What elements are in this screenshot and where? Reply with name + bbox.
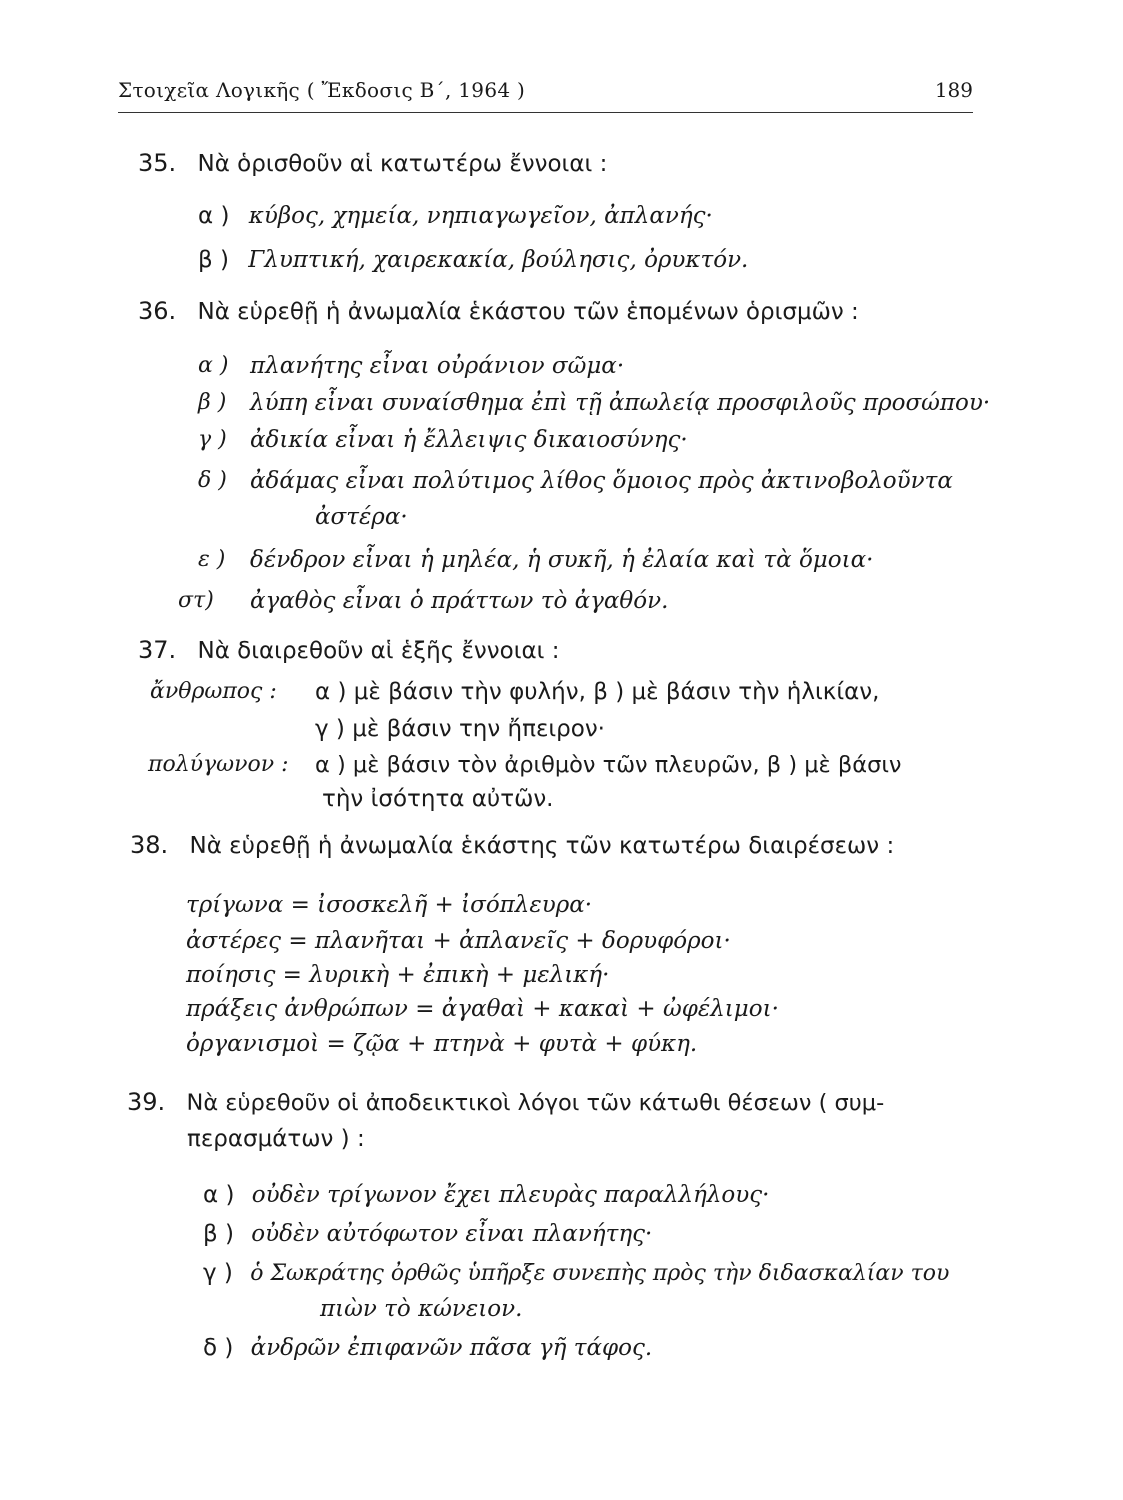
exercise-38-item: [186, 1029, 697, 1059]
exercise-number: 36.: [138, 297, 177, 325]
item-label: δ ): [203, 1335, 234, 1361]
division-formula: ὀργανισμοὶ = ζῷα + πτηνὰ + φυτὰ + φύκη.: [186, 1031, 698, 1057]
exercise-prompt: Νὰ εὑρεθοῦν οἱ ἀποδεικτικοὶ λόγοι τῶν κάτωθι θέσεων ( συμ-: [186, 1090, 885, 1116]
running-header: [118, 78, 973, 112]
exercise-39-item: [203, 1333, 652, 1363]
division-text-continuation: τὴν ἰσότητα αὐτῶν.: [322, 786, 554, 812]
exercise-prompt: Νὰ ὁρισθοῦν αἱ κατωτέρω ἔννοιαι :: [197, 151, 608, 177]
exercise-prompt: Νὰ εὑρεθῇ ἡ ἀνωμαλία ἑκάστης τῶν κατωτέρω διαιρέσεων :: [189, 833, 895, 859]
item-label: α ): [198, 353, 229, 378]
page-number: 189: [934, 78, 973, 102]
concept-label: ἄνθρωπος :: [150, 679, 277, 704]
item-text: ὁ Σωκράτης ὀρθῶς ὑπῆρξε συνεπὴς πρὸς τὴν διδασκαλίαν του: [250, 1261, 950, 1286]
concept-label: πολύγωνον :: [148, 752, 289, 777]
exercise-37-item-continuation: [315, 714, 605, 744]
item-label: ε ): [198, 547, 226, 572]
header-title: Στοιχεῖα Λογικῆς ( Ἔκδοσις Β΄, 1964 ): [118, 78, 526, 102]
exercise-number: 39.: [127, 1088, 166, 1116]
item-text: δένδρον εἶναι ἡ μηλέα, ἡ συκῆ, ἡ ἐλαία καὶ τὰ ὅμοια·: [250, 547, 874, 573]
header-rule: [118, 112, 973, 113]
item-text: κύβος, χημεία, νηπιαγωγεῖον, ἀπλανής·: [248, 203, 713, 229]
division-formula: ποίησις = λυρικὴ + ἐπικὴ + μελική·: [186, 962, 610, 988]
exercise-39-item: [203, 1258, 949, 1289]
exercise-number: 37.: [138, 636, 177, 664]
exercise-prompt: Νὰ διαιρεθοῦν αἱ ἑξῆς ἔννοιαι :: [197, 638, 560, 664]
exercise-37-heading: [138, 635, 560, 666]
item-text: λύπη εἶναι συναίσθημα ἐπὶ τῇ ἀπωλείᾳ προσφιλοῦς προσώπου·: [250, 390, 991, 416]
item-label: γ ): [198, 427, 227, 452]
item-label: α ): [203, 1182, 235, 1208]
item-text: ἀδάμας εἶναι πολύτιμος λίθος ὅμοιος πρὸς ἀκτινοβολοῦντα: [250, 468, 953, 494]
exercise-38-item: [186, 926, 731, 956]
exercise-number: 35.: [138, 149, 177, 177]
item-text: ἀνδρῶν ἐπιφανῶν πᾶσα γῆ τάφος.: [250, 1335, 653, 1361]
exercise-37-item-continuation: [322, 784, 554, 814]
item-text: οὐδὲν τρίγωνον ἔχει πλευρὰς παραλλήλους·: [251, 1182, 770, 1208]
division-text-continuation: γ ) μὲ βάσιν την ἤπειρον·: [315, 716, 605, 742]
item-text: ἀγαθὸς εἶναι ὁ πράττων τὸ ἀγαθόν.: [250, 588, 669, 614]
item-text: πλανήτης εἶναι οὐράνιον σῶμα·: [250, 353, 625, 379]
exercise-prompt: Νὰ εὑρεθῇ ἡ ἀνωμαλία ἑκάστου τῶν ἑπομένων ὁρισμῶν :: [197, 299, 859, 325]
exercise-36-item-continuation: [315, 502, 408, 532]
item-text: Γλυπτική, χαιρεκακία, βούλησις, ὀρυκτόν.: [248, 247, 749, 273]
exercise-prompt-continuation: περασμάτων ) :: [187, 1126, 365, 1152]
exercise-38-item: [186, 994, 779, 1024]
exercise-39-heading: [127, 1087, 884, 1118]
item-label: γ ): [203, 1260, 233, 1286]
exercise-38-item: [186, 960, 609, 990]
division-text: α ) μὲ βάσιν τὴν φυλήν, β ) μὲ βάσιν τὴν ἡλικίαν,: [315, 679, 880, 705]
exercise-number: 38.: [130, 831, 169, 859]
division-formula: ἀστέρες = πλανῆται + ἀπλανεῖς + δορυφόροι·: [186, 928, 731, 954]
exercise-38-item: [186, 890, 592, 920]
exercise-38-heading: [130, 830, 894, 861]
division-formula: τρίγωνα = ἰσοσκελῆ + ἰσόπλευρα·: [186, 892, 593, 918]
item-label: στ): [178, 588, 214, 613]
item-text: ἀδικία εἶναι ἡ ἔλλειψις δικαιοσύνης·: [250, 427, 688, 453]
item-text: οὐδὲν αὐτόφωτον εἶναι πλανήτης·: [251, 1221, 653, 1247]
exercise-39-item: [203, 1219, 652, 1249]
item-label: δ ): [198, 468, 227, 493]
exercise-39-item-continuation: [320, 1294, 522, 1324]
item-label: β ): [203, 1221, 234, 1247]
division-formula: πράξεις ἀνθρώπων = ἀγαθαὶ + κακαὶ + ὠφέλιμοι·: [186, 996, 779, 1022]
division-text: α ) μὲ βάσιν τὸν ἀριθμὸν τῶν πλευρῶν, β ) μὲ βάσιν: [315, 752, 902, 778]
item-label: α ): [198, 203, 230, 229]
exercise-36-heading: [138, 296, 859, 327]
item-text-continuation: πιὼν τὸ κώνειον.: [320, 1296, 523, 1322]
exercise-35-heading: [138, 148, 607, 179]
item-label: β ): [198, 390, 227, 415]
item-label: β ): [198, 247, 229, 273]
item-text-continuation: ἀστέρα·: [315, 504, 408, 530]
exercise-39-heading-continuation: [187, 1124, 365, 1154]
exercise-35-item: [198, 201, 713, 231]
exercise-35-item: [198, 245, 748, 275]
exercise-39-item: [203, 1180, 769, 1210]
